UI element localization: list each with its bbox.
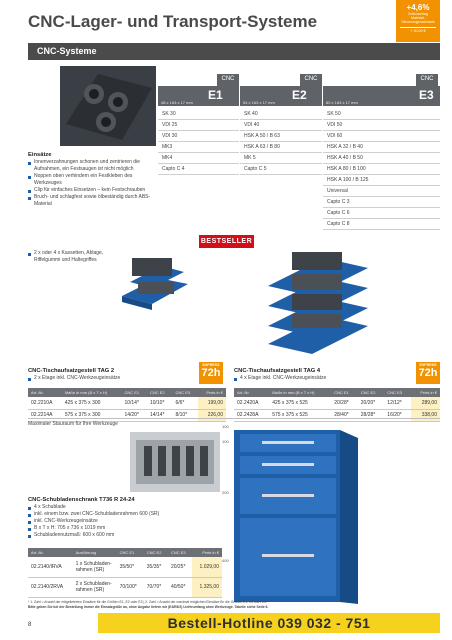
cnc-head-e3	[323, 86, 440, 106]
schrank-title: CNC-Schubladenschrank T736 R 24-24	[28, 497, 135, 503]
table-row	[234, 409, 440, 421]
cell-e3: 40/50*	[168, 577, 192, 597]
badge-percent: +4,6%	[406, 3, 430, 12]
col-masse: Maße in mm (B x T x H)	[62, 388, 122, 397]
cell-e3: 16/20*	[384, 409, 411, 421]
cell-artnr: 02.2210A	[28, 397, 62, 409]
express-hours: 72h	[418, 367, 438, 379]
badge-line1: Zollzuschlag	[408, 12, 428, 17]
cnc-item: HSK A 80 / B 100	[323, 164, 440, 175]
cell-artnr: 02.2140/2RVA	[28, 577, 73, 597]
express-label: EXPRESS	[202, 363, 220, 367]
insert-bullet: Clip für einfaches Einsetzen – kein Festschrauben	[28, 187, 153, 194]
page-number: 8	[28, 622, 32, 628]
cell-masse: 575 x 375 x 300	[62, 409, 122, 421]
cnc-item: HSK A 32 / B 40	[323, 142, 440, 153]
cell-price: 1.325,00	[192, 577, 222, 597]
cell-artnr: 02.2420A	[234, 397, 269, 409]
cell-e2: 10/10*	[147, 397, 173, 409]
cell-price: 289,00	[411, 397, 440, 409]
cabinet-illustration	[232, 428, 372, 604]
badge-amount: + 30,00 €	[400, 27, 436, 33]
tag2-illustration	[118, 252, 192, 310]
col-e3: CNC E3	[384, 388, 411, 397]
col-preis: Preis in €	[198, 388, 226, 397]
express-label: EXPRESS	[419, 363, 437, 367]
cnc-column-e3	[323, 109, 440, 230]
cnc-tab-e2: CNC	[300, 74, 322, 86]
cell-e1: 14/20*	[121, 409, 147, 421]
col-preis: Preis in €	[192, 548, 222, 557]
cnc-item: HSK A 63 / B 80	[240, 142, 322, 153]
cell-ausfuehrung: 1 x Schubladen-rahmen (SR)	[73, 557, 117, 577]
cell-price: 338,00	[411, 409, 440, 421]
cnc-column-e1	[158, 109, 239, 175]
cell-e2: 35/35*	[144, 557, 168, 577]
cnc-item: VDI 40	[240, 120, 322, 131]
cnc-item: SK 40	[240, 109, 322, 120]
badge-line3: Steuerungsnachweis	[401, 20, 435, 25]
cell-masse: 425 x 375 x 300	[62, 397, 122, 409]
cnc-item: Capto C 6	[323, 208, 440, 219]
cnc-head-e2	[240, 86, 322, 106]
cell-e1: 70/100*	[117, 577, 144, 597]
schrank-table	[28, 548, 222, 598]
cnc-column-e2	[240, 109, 322, 175]
cnc-head-e1	[158, 86, 239, 106]
col-artnr: Art.-Nr.	[28, 548, 73, 557]
cnc-item: HSK A 50 / B 63	[240, 131, 322, 142]
cnc-dims-e2: 54 x 163 x 17 mm	[243, 100, 275, 105]
cnc-item: MK3	[158, 142, 239, 153]
cnc-dims-e1: 48 x 163 x 17 mm	[161, 100, 193, 105]
cnc-item: Capto C 8	[323, 219, 440, 230]
cnc-tab-e1: CNC	[217, 74, 239, 86]
col-artnr: Art.-Nr.	[28, 388, 62, 397]
cnc-code-e2: E2	[292, 88, 307, 102]
cnc-item: SK 30	[158, 109, 239, 120]
col-artnr: Art.-Nr.	[234, 388, 269, 397]
badge-line2: Material-	[411, 16, 425, 21]
cnc-item: Capto C 4	[158, 164, 239, 175]
drawer-measure-2: 100	[222, 439, 229, 444]
cabinet-photo	[232, 428, 372, 604]
cnc-item: VDI 60	[323, 131, 440, 142]
cell-e3: 8/10*	[172, 409, 198, 421]
cnc-item: Capto C 3	[323, 197, 440, 208]
table-row	[28, 409, 226, 421]
tag2-photo	[118, 252, 192, 310]
cell-artnr: 02.2428A	[234, 409, 269, 421]
table-header-row	[28, 388, 226, 397]
section-bar	[28, 43, 440, 60]
cell-price: 226,00	[198, 409, 226, 421]
cnc-item: VDI 25	[158, 120, 239, 131]
tag2-bullet: 2 x Etage inkl. CNC-Werkzeugeinsätze	[28, 375, 228, 382]
cell-e1: 20/28*	[331, 397, 358, 409]
express-hours: 72h	[201, 367, 221, 379]
tag4-photo	[262, 250, 374, 356]
insert-bullet: Innenverzahnungen schonen und zentrieren die Aufnahmen, ein Festsaugen ist nicht möglich	[28, 159, 153, 173]
cnc-item: Capto C 5	[240, 164, 322, 175]
col-e2: CNC E2	[358, 388, 385, 397]
tag2-table	[28, 388, 226, 422]
page-title: CNC-Lager- und Transport-Systeme	[28, 12, 318, 31]
schrank-bullet: B x T x H: 705 x 736 x 1019 mm	[28, 525, 208, 532]
cnc-item: MK4	[158, 153, 239, 164]
tag4-illustration	[262, 250, 374, 356]
cell-price: 1.029,00	[192, 557, 222, 577]
drawer-measure-3: 200	[222, 490, 229, 495]
tag2-section	[28, 368, 228, 382]
cnc-code-e1: E1	[208, 88, 223, 102]
col-e1: CNC E1	[117, 548, 144, 557]
cell-masse: 575 x 375 x 525	[269, 409, 331, 421]
insert-bullet: Bruch- und schlagfest sowie ölbeständig durch ABS-Material	[28, 194, 153, 208]
col-ausfuehrung: Ausführung	[73, 548, 117, 557]
schrank-bullet: inkl. einem bzw. zwei CNC-Schubladenrahmen 600 (SR)	[28, 511, 208, 518]
kassetten-note: 2 x oder 4 x Kassetten, Ablage, Riffelgummi und Haltegriffes	[28, 250, 128, 264]
drawer-detail-illustration	[130, 432, 220, 492]
hotline-banner: Bestell-Hotline 039 032 - 751	[98, 613, 440, 633]
cell-e1: 35/50*	[117, 557, 144, 577]
cnc-item: HSK A 40 / B 50	[323, 153, 440, 164]
cnc-item: VDI 50	[323, 120, 440, 131]
drawer-detail-photo	[130, 432, 220, 492]
col-e3: CNC E3	[168, 548, 192, 557]
cell-e1: 10/14*	[121, 397, 147, 409]
insert-photo	[60, 66, 156, 146]
tag4-bullet: 4 x Etage inkl. CNC-Werkzeugeinsätze	[234, 375, 414, 382]
schrank-bullet: Schubladennutzmaß: 600 x 600 mm	[28, 532, 208, 539]
col-e2: CNC E2	[144, 548, 168, 557]
section-divider	[28, 418, 440, 419]
cnc-item: HSK A 100 / B 125	[323, 175, 440, 186]
col-e1: CNC E1	[121, 388, 147, 397]
col-e2: CNC E2	[147, 388, 173, 397]
table-row	[234, 397, 440, 409]
cell-artnr: 02.2140/IRVA	[28, 557, 73, 577]
cnc-item: VDI 30	[158, 131, 239, 142]
footnote-counts: * 1. Zahl = Anzahl der mitgelieferten Einsätze für die Größen E1, E2 oder E3 | 2. Zahl = Anzahl der maximal möglichen Einsätze für die Größen E1, E2 oder E3.	[28, 600, 268, 604]
cell-e3: 20/25*	[168, 557, 192, 577]
table-row	[28, 577, 222, 597]
cell-artnr: 02.2214A	[28, 409, 62, 421]
col-masse: Maße in mm (B x T x H)	[269, 388, 331, 397]
cnc-item: Universal	[323, 186, 440, 197]
col-e3: CNC E3	[172, 388, 198, 397]
cell-price: 199,00	[198, 397, 226, 409]
drawer-measure-4: 400	[222, 558, 229, 563]
cell-e2: 28/28*	[358, 409, 385, 421]
schrank-bullet: inkl. CNC-Werkzeugeinsätze	[28, 518, 208, 525]
tag4-section	[234, 368, 414, 382]
col-e1: CNC E1	[331, 388, 358, 397]
insert-title: Einsätze	[28, 152, 52, 158]
cnc-tab-e3: CNC	[416, 74, 438, 86]
cell-masse: 425 x 375 x 525	[269, 397, 331, 409]
stauraum-note: Maximaler Stauraum für Ihre Werkzeuge	[28, 421, 118, 427]
tag2-title: CNC-Tischaufsatzgestell TAG 2	[28, 368, 115, 374]
cell-e1: 28/40*	[331, 409, 358, 421]
cell-ausfuehrung: 2 x Schubladen-rahmen (SR)	[73, 577, 117, 597]
schrank-bullet: 4 x Schublade	[28, 504, 208, 511]
cnc-item: SK 50	[323, 109, 440, 120]
express-badge-tag4	[416, 362, 440, 384]
tag4-table	[234, 388, 440, 422]
tag4-title: CNC-Tischaufsatzgestell TAG 4	[234, 368, 321, 374]
insert-bullet: Noppen oben verhindern ein Festkleben des Werkzeuges	[28, 173, 153, 187]
cnc-dims-e3: 80 x 163 x 17 mm	[326, 100, 358, 105]
cell-e3: 6/6*	[172, 397, 198, 409]
col-preis: Preis in €	[411, 388, 440, 397]
surcharge-badge	[396, 0, 440, 42]
table-row	[28, 397, 226, 409]
footnote-order: Bitte geben Sie bei der Bestellung immer die Einsatzgröße an, ohne Angabe liefern wir (E4/E6/2) Lieferumfang ohne Werkzeuge. Tabelle siehe Seite 6.	[28, 605, 269, 609]
cell-e2: 20/20*	[358, 397, 385, 409]
cell-e2: 70/70*	[144, 577, 168, 597]
table-header-row	[28, 548, 222, 557]
cnc-item: MK 5	[240, 153, 322, 164]
table-header-row	[234, 388, 440, 397]
schrank-section	[28, 497, 208, 539]
section-title: CNC-Systeme	[37, 46, 97, 56]
table-row	[28, 557, 222, 577]
insert-illustration	[60, 66, 156, 146]
cnc-code-e3: E3	[419, 88, 434, 102]
cell-e3: 12/12*	[384, 397, 411, 409]
bestseller-badge: BESTSELLER	[199, 235, 254, 248]
insert-info	[28, 152, 153, 208]
cell-e2: 14/14*	[147, 409, 173, 421]
drawer-measure-1: 100	[222, 424, 229, 429]
